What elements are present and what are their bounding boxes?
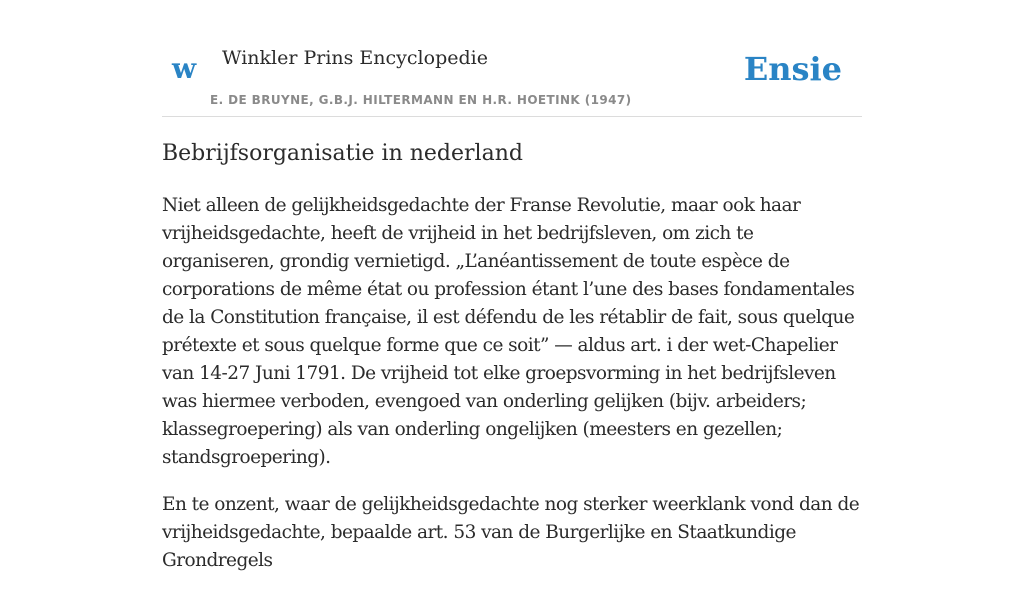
site-header: [162, 0, 862, 117]
authors-line: E. DE BRUYNE, G.B.J. HILTERMANN EN H.R. HOETINK (1947): [210, 93, 632, 107]
winkler-prins-logo-icon[interactable]: w: [172, 52, 197, 85]
article-paragraph: En te onzent, waar de gelijkheidsgedachte nog sterker weerklank vond dan de vrijheidsgedachte, bepaalde art. 53 van de Burgerlijke en Staatkundige Grondregels: [162, 494, 860, 571]
article-title: Bebrijfsorganisatie in nederland: [162, 141, 523, 166]
article-paragraph: Niet alleen de gelijkheidsgedachte der Franse Revolutie, maar ook haar vrijheidsgedachte, heeft de vrijheid in het bedrijfsleven, om zich te organiseren, grondig vernietigd. „L’anéantissement de toute espèce de corporations de même état ou profession étant l’une des bases fondamentales de la Constitution française, il est défendu de les rétablir de fait, sous quelque prétexte et sous quelque forme que ce soit” — aldus art. i der wet-Chapelier van 14-27 Juni 1791. De vrijheid tot elke groepsvorming in het bedrijfsleven was hiermee verboden, evengoed van onderling gelijken (bijv. arbeiders; klassegroepering) als van onderling ongelijken (meesters en gezellen; standsgroepering).: [162, 195, 855, 468]
ensie-brand-link[interactable]: Ensie: [743, 50, 842, 88]
article-body: [162, 192, 864, 594]
site-title[interactable]: Winkler Prins Encyclopedie: [222, 47, 488, 69]
